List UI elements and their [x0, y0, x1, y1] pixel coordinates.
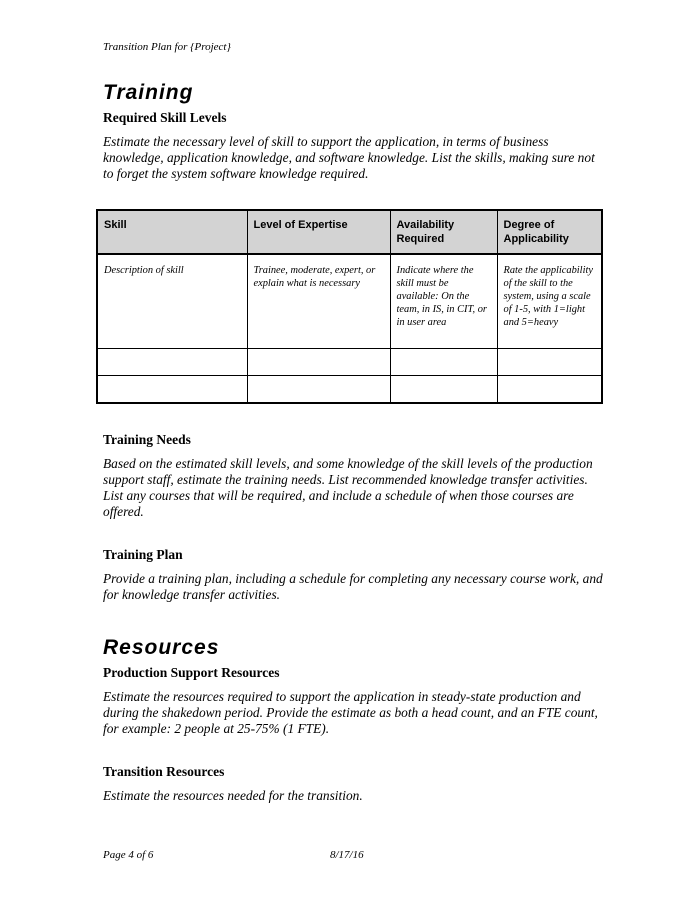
table-row: [97, 349, 602, 376]
table-cell: [247, 376, 390, 404]
paragraph-required-skill-levels: Estimate the necessary level of skill to support the application, in terms of business knowledge, application knowledge, and software knowledge. List the skills, making sure not to forget the system software knowledge required.: [103, 134, 595, 181]
column-header-level-of-expertise: Level of Expertise: [247, 210, 390, 254]
paragraph-production-support-resources: Estimate the resources required to support the application in steady-state production and during the shakedown period. Provide the estimate as both a head count, and an FTE count, for example: 2 people at 25-75% (1 FTE).: [103, 689, 598, 736]
table-cell: [97, 376, 247, 404]
paragraph-training-needs: Based on the estimated skill levels, and some knowledge of the skill levels of the production support staff, estimate the training needs. List recommended knowledge transfer activities. List any courses that will be required, and include a schedule of when those courses are offered.: [103, 456, 593, 519]
table-cell: [97, 349, 247, 376]
heading-required-skill-levels: Required Skill Levels: [103, 110, 227, 125]
section-title-training: Training: [103, 81, 194, 104]
footer-page-number: Page 4 of 6: [103, 849, 154, 861]
section-title-resources: Resources: [103, 636, 220, 659]
skills-table: [96, 209, 603, 404]
table-cell: Trainee, moderate, expert, or explain what is necessary: [247, 254, 390, 349]
running-header: Transition Plan for {Project}: [103, 41, 231, 53]
table-cell: [497, 349, 602, 376]
heading-training-needs: Training Needs: [103, 432, 191, 447]
paragraph-transition-resources: Estimate the resources needed for the transition.: [103, 788, 363, 803]
table-cell: Description of skill: [97, 254, 247, 349]
table-cell: Rate the applicability of the skill to the system, using a scale of 1-5, with 1=light and 5=heavy: [497, 254, 602, 349]
table-cell: Indicate where the skill must be available: On the team, in IS, in CIT, or in user area: [390, 254, 497, 349]
table-cell: [247, 349, 390, 376]
column-header-availability-required: Availability Required: [390, 210, 497, 254]
heading-production-support-resources: Production Support Resources: [103, 665, 280, 680]
column-header-degree-of-applicability: Degree of Applicability: [497, 210, 602, 254]
heading-transition-resources: Transition Resources: [103, 764, 225, 779]
skills-table-header-row: [97, 210, 602, 254]
table-cell: [497, 376, 602, 404]
table-cell: [390, 349, 497, 376]
footer-date: 8/17/16: [330, 849, 364, 861]
paragraph-training-plan: Provide a training plan, including a schedule for completing any necessary course work, and for knowledge transfer activities.: [103, 571, 603, 602]
table-row: [97, 254, 602, 349]
column-header-skill: Skill: [97, 210, 247, 254]
table-cell: [390, 376, 497, 404]
heading-training-plan: Training Plan: [103, 547, 183, 562]
table-row: [97, 376, 602, 404]
